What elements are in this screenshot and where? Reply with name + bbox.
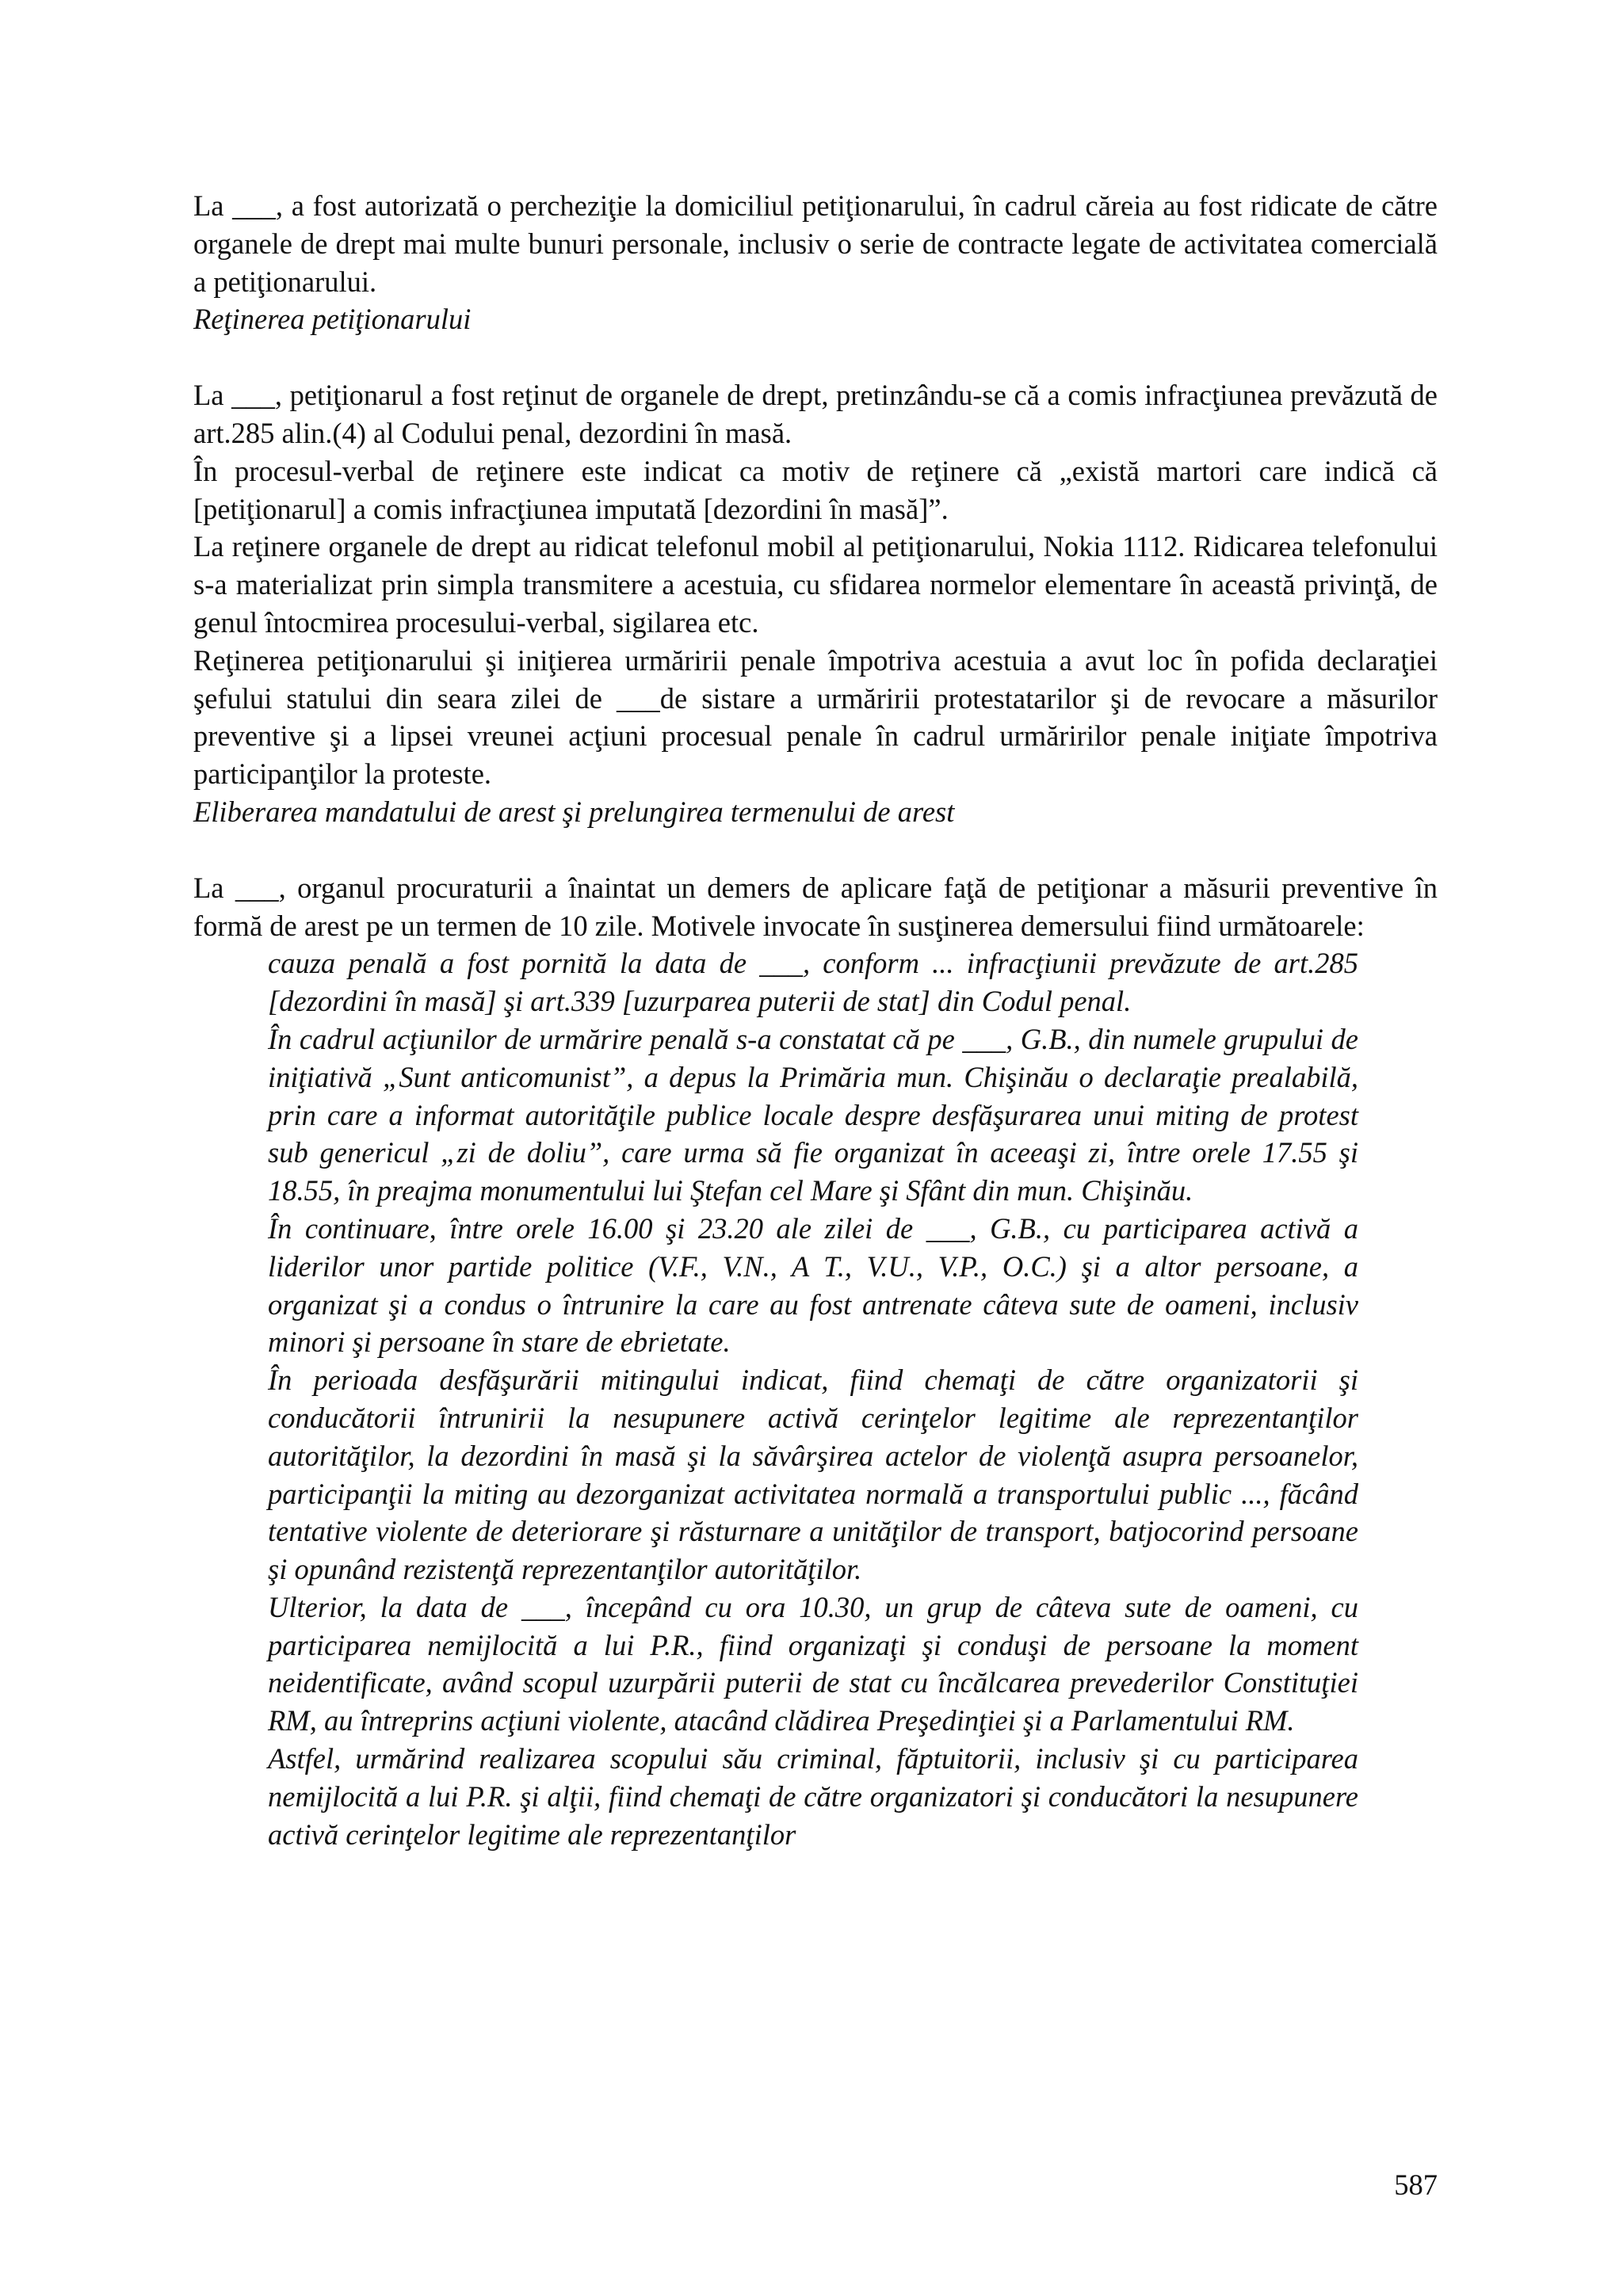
quote-attack: Ulterior, la data de ___, începând cu ora 10.30, un grup de câteva sute de oameni, cu participarea nemijlocită a lui P.R., fiind organizaţi şi conduşi de persoane la moment neidentificate, având scopul uzurpării puterii de stat cu încălcarea prevederilor Constituţiei RM, au întreprins acţiuni violente, atacând clădirea Preşedinţiei şi a Parlamentului RM. bbox=[268, 1590, 1358, 1737]
paragraph-arrest-request: La ___, organul procuraturii a înaintat un demers de aplicare faţă de petiţionar a măsurii preventive în formă de arest pe un termen de 10 zile. Motivele invocate în susţinerea demersului fiind următoarele: bbox=[193, 871, 1438, 942]
quote-declaration: În cadrul acţiunilor de urmărire penală s-a constatat că pe ___, G.B., din numele grupului de iniţiativă „Sunt anticomunist”, a depus la Primăria mun. Chişinău o declaraţie prealabilă, prin care a informat autorităţile publice locale despre desfăşurarea unui miting de protest sub genericul „zi de doliu”, care urma să fie organizat în aceeaşi zi, între orele 17.55 şi 18.55, în preajma monumentului lui Ştefan cel Mare şi Sfânt din mun. Chişinău. bbox=[268, 1022, 1358, 1207]
quote-meeting-disorder: În perioada desfăşurării mitingului indicat, fiind chemaţi de către organizatorii şi conducătorii întrunirii la nesupunere activă cerinţelor legitime ale reprezentanţilor autorităţilor, la dezordini în masă şi la săvârşirea actelor de violenţă asupra persoanelor, participanţii la miting au dezorganizat activitatea normală a transportului public ..., făcând tentative violente de deteriorare şi răsturnare a unităţilor de transport, batjocorind persoane şi opunând rezistenţă reprezentanţilor autorităţilor. bbox=[268, 1363, 1358, 1586]
paragraph-detention: La ___, petiţionarul a fost reţinut de organele de drept, pretinzându-se că a comis infracţiunea prevăzută de art.285 alin.(4) al Codului penal, dezordini în masă. bbox=[193, 379, 1438, 449]
quote-gathering: În continuare, între orele 16.00 şi 23.20 ale zilei de ___, G.B., cu participarea activă a liderilor unor partide politice (V.F., V.N., A T., V.U., V.P., O.C.) şi a altor persoane, a organizat şi a condus o întrunire la care au fost antrenate câteva sute de oameni, inclusiv minori şi persoane în stare de ebrietate. bbox=[268, 1211, 1358, 1359]
section-heading-arrest-warrant: Eliberarea mandatului de arest şi prelungirea termenului de arest bbox=[193, 795, 955, 828]
paragraph-search-authorization: La ___, a fost autorizată o percheziţie la domiciliul petiţionarului, în cadrul căreia au fost ridicate de către organele de drept mai multe bunuri personale, inclusiv o serie de contracte legate de activitatea comercială a petiţionarului. bbox=[193, 189, 1438, 298]
paragraph-prosecution-context: Reţinerea petiţionarului şi iniţierea urmăririi penale împotriva acestuia a avut loc în pofida declaraţiei şefului statului din seara zilei de ___de sistare a urmăririi protestatarilor şi de revocare a măsurilor preventive şi a lipsei vreunei acţiuni procesual penale în cadrul urmăririlor penale iniţiate împotriva participanţilor la proteste. bbox=[193, 643, 1438, 791]
paragraph-phone-seizure: La reţinere organele de drept au ridicat telefonul mobil al petiţionarului, Nokia 1112. Ridicarea telefonului s-a materializat prin simpla transmitere a acestuia, cu sfidarea normelor elementare în această privinţă, de genul întocmirea procesului-verbal, sigilarea etc. bbox=[193, 530, 1438, 639]
paragraph-detention-record: În procesul-verbal de reţinere este indicat ca motiv de reţinere că „există martori care indică că [petiţionarul] a comis infracţiunea imputată [dezordini în masă]”. bbox=[193, 454, 1438, 525]
page-number: 587 bbox=[1394, 2168, 1438, 2201]
quote-continuation: Astfel, urmărind realizarea scopului său criminal, făptuitorii, inclusiv şi cu participarea nemijlocită a lui P.R. şi alţii, fiind chemaţi de către organizatori şi conducători la nesupunere activă cerinţelor legitime ale reprezentanţilor bbox=[268, 1742, 1358, 1851]
quote-criminal-case: cauza penală a fost pornită la data de ___, conform ... infracţiunii prevăzute de art.285 [dezordini în masă] şi art.339 [uzurparea puterii de stat] din Codul penal. bbox=[268, 947, 1358, 1018]
section-heading-detention: Reţinerea petiţionarului bbox=[193, 303, 472, 336]
document-body bbox=[193, 187, 1438, 1853]
